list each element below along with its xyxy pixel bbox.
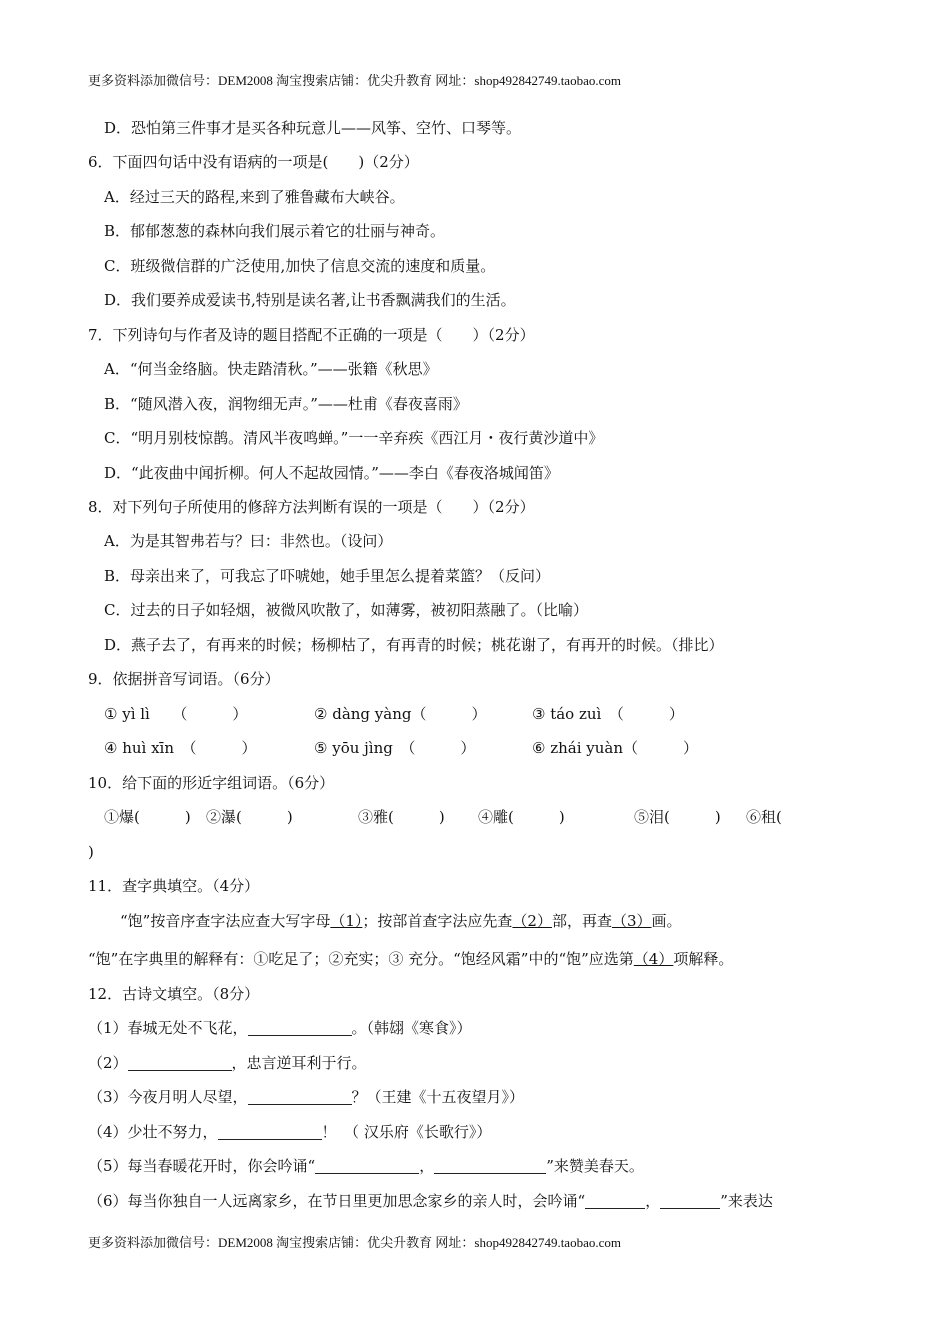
q6-stem: 6．下面四句话中没有语病的一项是( )（2分） (88, 153, 419, 171)
q9-stem: 9．依据拼音写词语。（6分） (88, 670, 280, 688)
q11-stem: 11．查字典填空。（4分） (88, 877, 260, 895)
q12-line-2 (88, 1053, 367, 1073)
q8-option-b: B．母亲出来了，可我忘了吓唬她，她手里怎么提着菜篮？（反问） (104, 567, 551, 585)
q11-text-a: “饱”按音序查字法应查大写字母 (120, 912, 331, 930)
q10-item-2: ②瀑( ) (206, 808, 293, 826)
q10-stem: 10．给下面的形近字组词语。（6分） (88, 774, 335, 792)
q8-option-c: C．过去的日子如轻烟，被微风吹散了，如薄雾，被初阳蒸融了。（比喻） (104, 601, 588, 619)
q12-line-4 (88, 1122, 491, 1142)
q10-item-6: ⑥租( (746, 808, 782, 826)
q9-item-5: ⑤ yōu jìng （ ） (314, 739, 476, 757)
q11-blank-4[interactable]: （4） (633, 950, 674, 968)
q11-line-2 (88, 949, 733, 969)
q6-option-c: C．班级微信群的广泛使用,加快了信息交流的速度和质量。 (104, 257, 496, 275)
q12-1-text-a: （1）春城无处不飞花， (88, 1019, 248, 1037)
q9-item-1: ① yì lì （ ） (104, 705, 248, 723)
q12-blank-6b[interactable] (660, 1192, 720, 1209)
q12-4-text-b: ！ （ 汉乐府《长歌行》） (321, 1123, 492, 1141)
q11-blank-1[interactable]: （1） (330, 912, 363, 930)
q11-blank-2[interactable]: （2） (512, 912, 552, 930)
q12-3-text-a: （3）今夜月明人尽望， (88, 1088, 248, 1106)
q9-item-3: ③ táo zuì （ ） (532, 705, 684, 723)
q11-blank-3[interactable]: （3） (611, 912, 652, 930)
q8-stem: 8．对下列句子所使用的修辞方法判断有误的一项是（ ）（2分） (88, 498, 535, 516)
q12-line-5 (88, 1156, 644, 1176)
q12-blank-1[interactable] (248, 1019, 352, 1036)
q12-line-6 (88, 1191, 773, 1211)
q12-line-1 (88, 1018, 472, 1038)
q11-text-c: 部，再查 (551, 912, 612, 930)
q12-blank-2[interactable] (128, 1054, 232, 1071)
q6-option-b: B．郁郁葱葱的森林向我们展示着它的壮丽与神奇。 (104, 222, 446, 240)
q9-item-6: ⑥ zhái yuàn（ ） (532, 739, 699, 757)
q10-item-5: ⑤泪( ) (634, 808, 721, 826)
q11-text-d: 画。 (651, 912, 682, 930)
q12-1-text-b: 。（韩翃《寒食》） (351, 1019, 472, 1037)
q12-blank-5b[interactable] (434, 1157, 546, 1174)
q12-5-text-c: ”来赞美春天。 (546, 1157, 644, 1175)
q12-2-text-a: （2） (88, 1054, 128, 1072)
q8-option-a: A．为是其智弗若与？曰：非然也。（设问） (104, 532, 393, 550)
q7-option-c: C．“明月别枝惊鹊。清风半夜鸣蝉。”一一辛弃疾《西江月・夜行黄沙道中》 (104, 429, 604, 447)
q12-blank-6a[interactable] (585, 1192, 645, 1209)
q6-option-d: D．我们要养成爱读书,特别是读名著,让书香飘满我们的生活。 (104, 291, 516, 309)
q12-5-text-a: （5）每当春暖花开时，你会吟诵“ (88, 1157, 316, 1175)
q11-text-f: 项解释。 (673, 950, 734, 968)
q7-option-a: A．“何当金络脑。快走踏清秋。”——张籍《秋思》 (104, 360, 438, 378)
q10-item-1: ①爆( ) (104, 808, 191, 826)
q8-option-d: D．燕子去了，有再来的时候；杨柳枯了，有再青的时候；桃花谢了，有再开的时候。（排比） (104, 636, 724, 654)
q10-item-3: ③雅( ) (358, 808, 445, 826)
q10-item-4: ④雕( ) (478, 808, 565, 826)
q12-blank-3[interactable] (248, 1088, 352, 1105)
q7-option-d: D．“此夜曲中闻折柳。何人不起故园情。”——李白《春夜洛城闻笛》 (104, 464, 559, 482)
q9-item-4: ④ huì xīn （ ） (104, 739, 257, 757)
q12-blank-4[interactable] (218, 1123, 322, 1140)
q12-4-text-a: （4）少壮不努力， (88, 1123, 218, 1141)
q12-6-text-b: ， (645, 1192, 661, 1210)
q12-3-text-b: ？（王建《十五夜望月》） (351, 1088, 525, 1106)
q12-6-text-c: ”来表达 (720, 1192, 773, 1210)
q12-line-3 (88, 1087, 524, 1107)
q11-text-b: ；按部首查字法应先查 (362, 912, 513, 930)
q12-5-text-b: ， (419, 1157, 435, 1175)
q11-text-e: “饱”在字典里的解释有：①吃足了；②充实；③ 充分。“饱经风霜”中的“饱”应选第 (88, 950, 634, 968)
page-footer: 更多资料添加微信号：DEM2008 淘宝搜索店铺：优尖升教育 网址：shop492842749.taobao.com (88, 1235, 621, 1250)
q5-option-d: D．恐怕第三件事才是买各种玩意儿——风筝、空竹、口琴等。 (104, 119, 522, 137)
q11-line-1 (120, 911, 682, 931)
q12-stem: 12．古诗文填空。（8分） (88, 985, 260, 1003)
q7-stem: 7．下列诗句与作者及诗的题目搭配不正确的一项是（ ）（2分） (88, 326, 535, 344)
q7-option-b: B．“随风潜入夜，润物细无声。”——杜甫《春夜喜雨》 (104, 395, 468, 413)
q10-tail: ) (88, 843, 94, 861)
q12-6-text-a: （6）每当你独自一人远离家乡，在节日里更加思念家乡的亲人时，会吟诵“ (88, 1192, 586, 1210)
q6-option-a: A．经过三天的路程,来到了雅鲁藏布大峡谷。 (104, 188, 405, 206)
q9-item-2: ② dàng yàng（ ） (314, 705, 487, 723)
q12-2-text-b: ，忠言逆耳利于行。 (231, 1054, 367, 1072)
q12-blank-5a[interactable] (315, 1157, 419, 1174)
page-header: 更多资料添加微信号：DEM2008 淘宝搜索店铺：优尖升教育 网址：shop492842749.taobao.com (88, 73, 621, 88)
